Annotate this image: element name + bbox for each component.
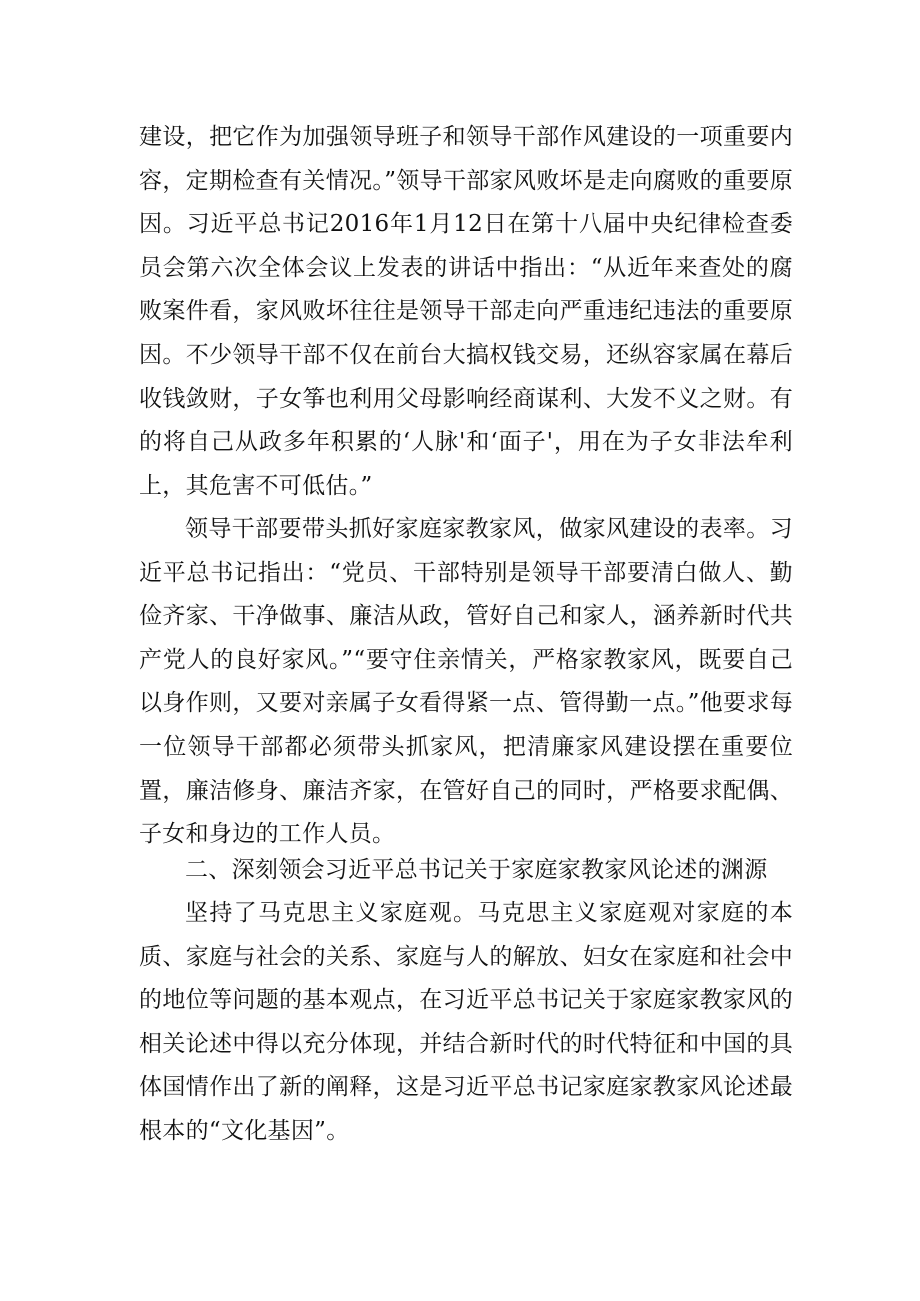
section-heading-text: 二、深刻领会习近平总书记关于家庭家教家风论述的渊源 xyxy=(185,857,768,883)
paragraph-text: 建设，把它作为加强领导班子和领导干部作风建设的一项重要内容，定期检查有关情况。”领导干部家风败坏是走向腐败的重要原因。习近平总书记2016年1月12日在第十八届中央纪律检查委员会第六次全体会议上发表的讲话中指出：“从近年来查处的腐败案件看，家风败坏往往是领导干部走向严重违纪违法的重要原因。不少领导干部不仅在前台大搞权钱交易，还纵容家属在幕后收钱敛财，子女筝也利用父母影响经商谋利、大发不义之财。有的将自己从政多年积累的‘人脉'和‘面子'，用在为子女非法牟利上，其危害不可低估。” xyxy=(139,124,793,499)
section-heading xyxy=(139,849,793,893)
paragraph-text: 领导干部要带头抓好家庭家教家风，做家风建设的表率。习近平总书记指出：“党员、干部特别是领导干部要清白做人、勤俭齐家、干净做事、廉洁从政，管好自己和家人，涵养新时代共产党人的良好家风。”“要守住亲情关，严格家教家风，既要自己以身作则，又要对亲属子女看得紧一点、管得勤一点。”他要求每一位领导干部都必须带头抓家风，把清廉家风建设摆在重要位置，廉洁修身、廉洁齐家，在管好自己的同时，严格要求配偶、子女和身边的工作人员。 xyxy=(139,516,793,848)
paragraph-leadership-example xyxy=(139,508,793,857)
paragraph-marxist-family-view xyxy=(139,892,793,1154)
paragraph-text: 坚持了马克思主义家庭观。马克思主义家庭观对家庭的本质、家庭与社会的关系、家庭与人的解放、妇女在家庭和社会中的地位等问题的基本观点，在习近平总书记关于家庭家教家风的相关论述中得以充分体现，并结合新时代的时代特征和中国的具体国情作出了新的阐释，这是习近平总书记家庭家教家风论述最根本的“文化基因”。 xyxy=(139,900,793,1144)
paragraph-continued xyxy=(139,116,793,508)
